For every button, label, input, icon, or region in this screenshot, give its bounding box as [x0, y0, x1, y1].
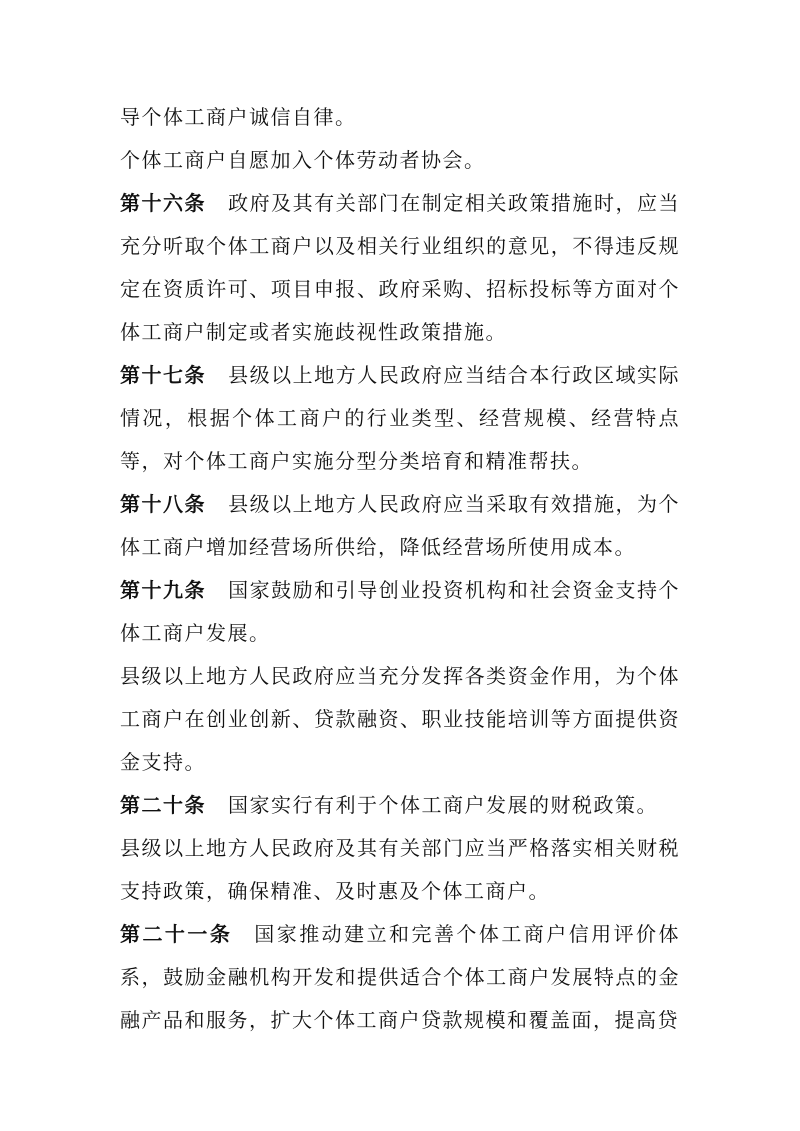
- article-16: [120, 182, 680, 354]
- article-17: [120, 354, 680, 483]
- article-heading: 第二十一条: [120, 922, 233, 946]
- paragraph-text: 县级以上地方人民政府应当结合本行政区域实际情况，根据个体工商户的行业类型、经营规模、经营特点等，对个体工商户实施分型分类培育和精准帮扶。: [120, 363, 681, 473]
- paragraph-text: 县级以上地方人民政府应当采取有效措施，为个体工商户增加经营场所供给，降低经营场所使用成本。: [120, 492, 681, 559]
- article-heading: 第十七条: [120, 363, 207, 387]
- article-heading: 第二十条: [120, 793, 206, 817]
- article-18: [120, 483, 680, 569]
- paragraph-text: 导个体工商户诚信自律。: [120, 105, 357, 129]
- article-heading: 第十九条: [120, 578, 207, 602]
- paragraph-text: 国家实行有利于个体工商户发展的财税政策。: [228, 793, 658, 817]
- paragraph-text: 国家鼓励和引导创业投资机构和社会资金支持个体工商户发展。: [120, 578, 681, 645]
- article-19: [120, 569, 680, 655]
- article-heading: 第十六条: [120, 191, 207, 215]
- paragraph-20-2: [120, 827, 680, 913]
- paragraph-text: 政府及其有关部门在制定相关政策措施时，应当充分听取个体工商户以及相关行业组织的意见，不得违反规定在资质许可、项目申报、政府采购、招标投标等方面对个体工商户制定或者实施歧视性政策措施。: [120, 191, 681, 344]
- paragraph-text: 县级以上地方人民政府应当充分发挥各类资金作用，为个体工商户在创业创新、贷款融资、职业技能培训等方面提供资金支持。: [120, 664, 680, 774]
- paragraph-text: 个体工商户自愿加入个体劳动者协会。: [120, 148, 486, 172]
- paragraph-1: [120, 96, 680, 139]
- paragraph-text: 国家推动建立和完善个体工商户信用评价体系，鼓励金融机构开发和提供适合个体工商户发展特点的金融产品和服务，扩大个体工商户贷款规模和覆盖面，提高贷: [120, 922, 681, 1032]
- paragraph-2: [120, 139, 680, 182]
- article-20: [120, 784, 680, 827]
- paragraph-19-2: [120, 655, 680, 784]
- article-21: [120, 913, 680, 1042]
- article-heading: 第十八条: [120, 492, 207, 516]
- document-page: [120, 96, 680, 1042]
- paragraph-text: 县级以上地方人民政府及其有关部门应当严格落实相关财税支持政策，确保精准、及时惠及个体工商户。: [120, 836, 680, 903]
